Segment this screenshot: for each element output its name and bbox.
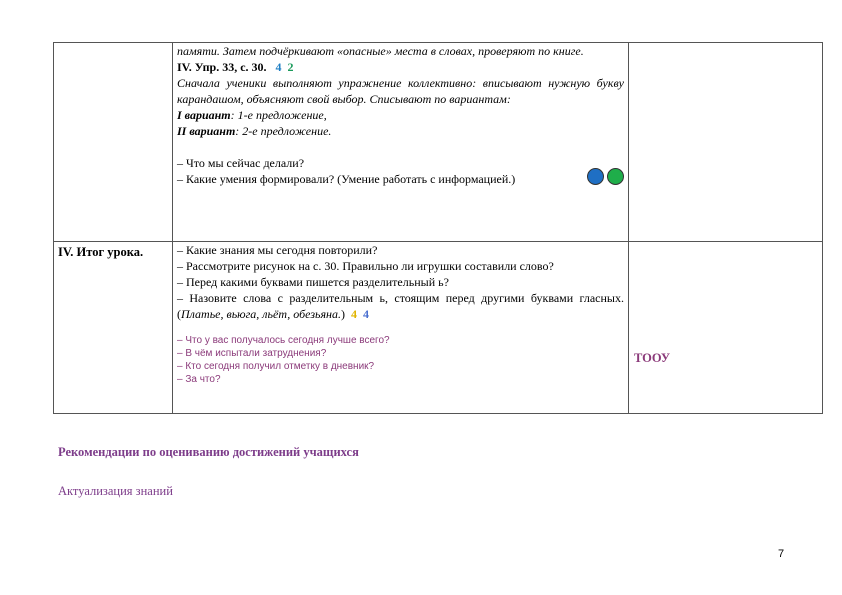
green-circle-icon [607, 168, 624, 185]
continued-text: памяти. Затем подчёркивают «опасные» места в словах, проверяют по книге. [177, 44, 584, 58]
exercise-description: Сначала ученики выполняют упражнение коллективно: вписывают нужную букву карандашом, объясняют свой выбор. Списывают по вариантам: [177, 76, 624, 106]
stage-title: IV. Итог урока. [58, 245, 144, 259]
spacer [177, 139, 624, 155]
stage-cell [54, 43, 173, 242]
reflection-question-3: – Кто сегодня получил отметку в дневник? [177, 361, 375, 372]
variant-1-text: : 1-е предложение, [230, 108, 327, 122]
summary-question-2: – Рассмотрите рисунок на с. 30. Правильно ли игрушки составили слово? [177, 259, 554, 273]
lesson-table [53, 42, 823, 414]
reflection-question-4: – За что? [177, 374, 221, 385]
actualization-heading: Актуализация знаний [58, 484, 173, 498]
stage-cell [54, 242, 173, 414]
question-2-line [177, 171, 624, 187]
reflection-question-2: – В чём испытали затруднения? [177, 348, 327, 359]
too-label: ТООУ [634, 351, 671, 365]
question-1: – Что мы сейчас делали? [177, 156, 305, 170]
page-number: 7 [778, 548, 785, 560]
example-words: Платье, вьюга, льёт, обезьяна. [181, 307, 342, 321]
table-row [54, 242, 823, 414]
blue-circle-icon [587, 168, 604, 185]
content-cell [173, 242, 629, 414]
reflection-question-1: – Что у вас получалось сегодня лучше всего? [177, 335, 390, 346]
circles-group [587, 167, 624, 185]
summary-question-1: – Какие знания мы сегодня повторили? [177, 243, 378, 257]
variant-2 [177, 123, 624, 139]
question-2: – Какие умения формировали? (Умение работать с информацией.) [177, 172, 516, 186]
number-blue: 4 [363, 307, 370, 321]
variant-1 [177, 107, 624, 123]
summary-question-4: – Назовите слова с разделительным ь, стоящим перед другими буквами гласных. (Платье, вьюга, льёт, обезьяна.) 4 4 [177, 291, 624, 321]
number-yellow: 4 [351, 307, 358, 321]
variant-1-label: I вариант [177, 108, 231, 122]
exercise-number-green: 2 [287, 60, 294, 74]
exercise-number-blue: 4 [275, 60, 282, 74]
exercise-heading: IV. Упр. 33, с. 30. [177, 60, 267, 74]
notes-cell [629, 43, 823, 242]
content-cell [173, 43, 629, 242]
notes-cell [629, 242, 823, 414]
exercise-line [177, 59, 624, 75]
variant-2-text: : 2-е предложение. [235, 124, 332, 138]
table-row [54, 43, 823, 242]
variant-2-label: II вариант [177, 124, 236, 138]
spacer [177, 322, 624, 334]
recommendations-heading: Рекомендации по оцениванию достижений учащихся [58, 445, 359, 459]
summary-question-3: – Перед какими буквами пишется разделительный ь? [177, 275, 449, 289]
